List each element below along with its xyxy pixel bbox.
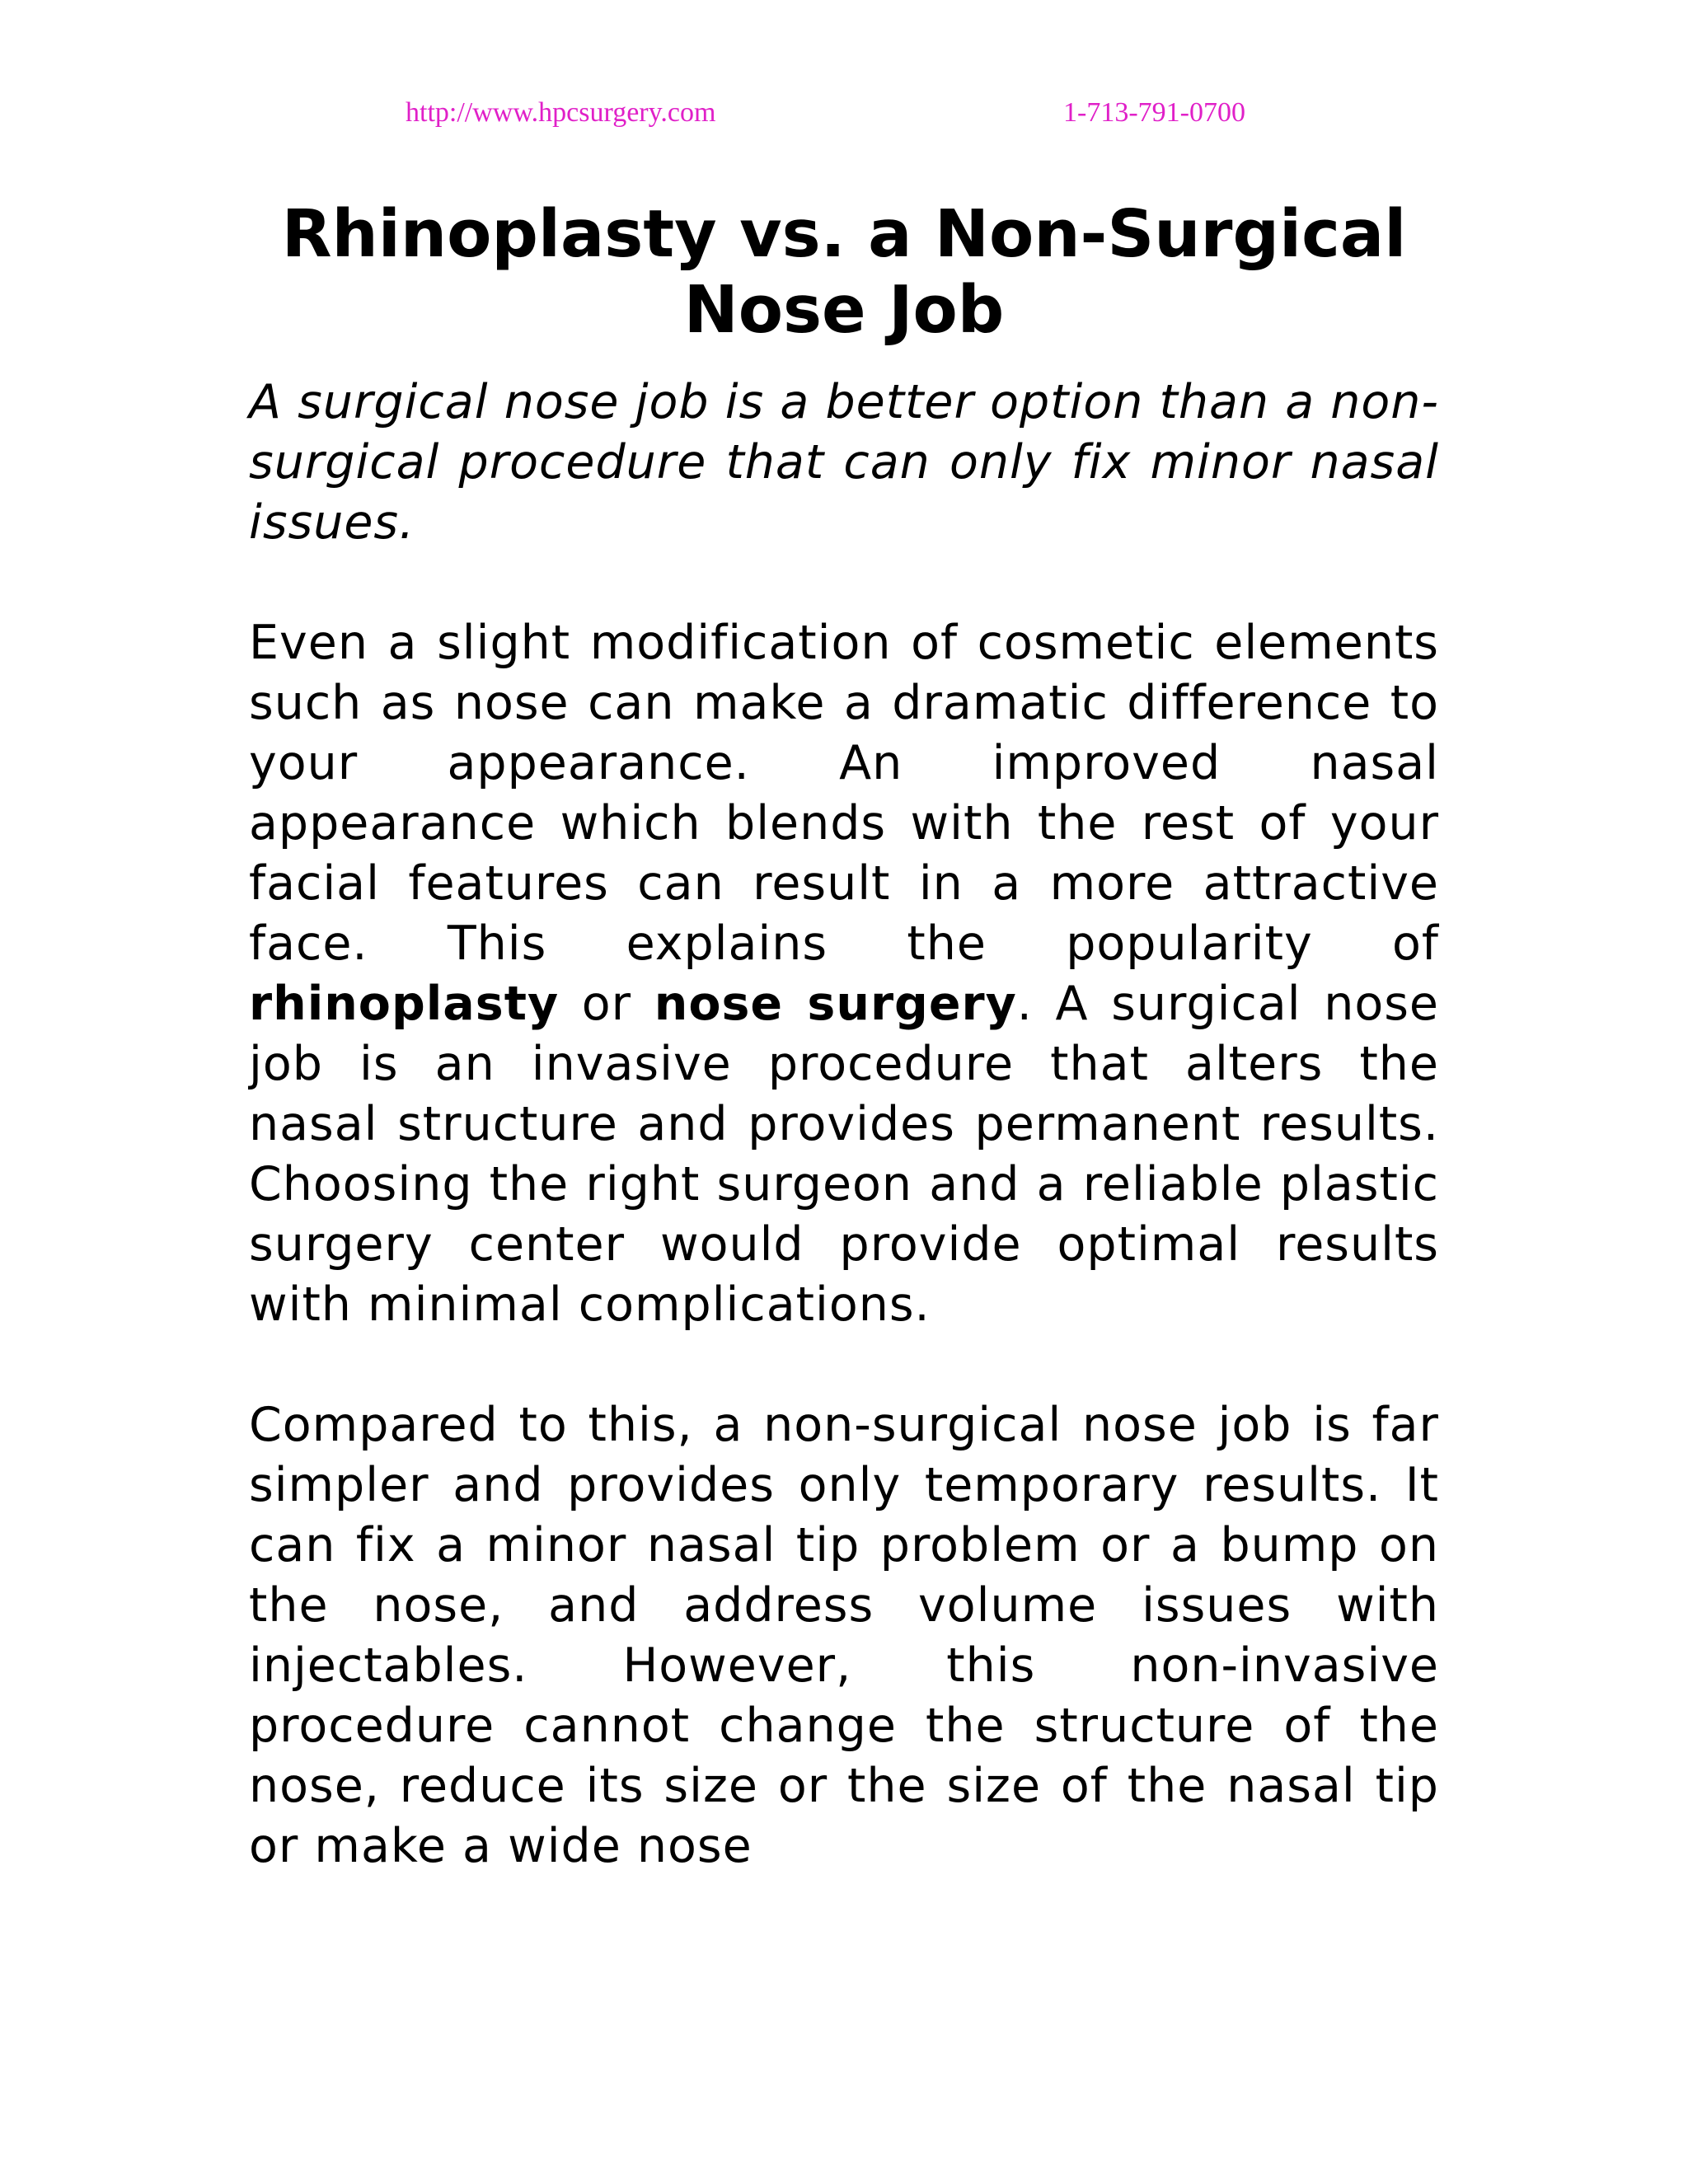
header-url-link[interactable]: http://www.hpcsurgery.com bbox=[406, 97, 716, 128]
bold-term-rhinoplasty: rhinoplasty bbox=[249, 977, 560, 1031]
paragraph-1-text-a: Even a slight modification of cosmetic elements such as nose can make a dramatic difference to your appearance. An improved nasal appearance which blends with the rest of your facial features can result in a more attractive face. This explains the popularity of bbox=[249, 616, 1439, 971]
article-title: Rhinoplasty vs. a Non-Surgical Nose Job bbox=[281, 196, 1407, 348]
paragraph-1-text-b: or bbox=[559, 977, 654, 1031]
bold-term-nose-surgery: nose surgery bbox=[654, 977, 1017, 1031]
page-header bbox=[0, 97, 1688, 138]
article-subtitle: A surgical nose job is a better option than a non-surgical procedure that can only fix minor nasal issues. bbox=[249, 375, 1439, 550]
header-phone-number: 1-713-791-0700 bbox=[1063, 97, 1245, 128]
paragraph-1-text-c: . A surgical nose job is an invasive procedure that alters the nasal structure and provides permanent results. Choosing the right surgeon and a reliable plastic surgery center would provide optimal results with minimal complications. bbox=[249, 977, 1439, 1332]
paragraph-1 bbox=[249, 613, 1439, 1335]
article-body bbox=[249, 196, 1439, 1877]
paragraph-2: Compared to this, a non-surgical nose job is far simpler and provides only temporary results. It can fix a minor nasal tip problem or a bump on the nose, and address volume issues with injectables. However, this non-invasive procedure cannot change the structure of the nose, reduce its size or the size of the nasal tip or make a wide nose bbox=[249, 1398, 1439, 1873]
